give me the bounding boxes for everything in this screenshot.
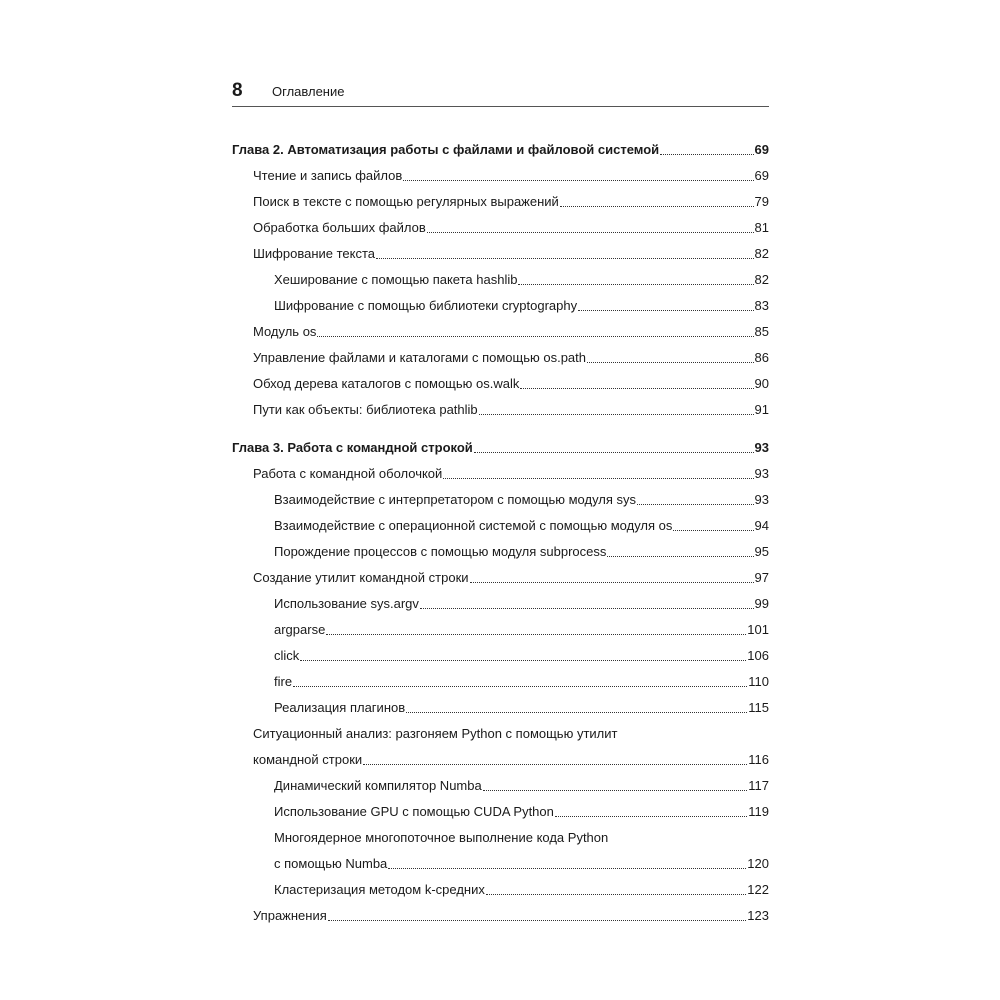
leader-dots: [406, 711, 747, 713]
leader-dots: [293, 685, 747, 687]
toc-page: 81: [754, 220, 769, 235]
toc-page: 101: [747, 622, 769, 637]
toc-entry: [232, 345, 769, 371]
toc-page: 69: [754, 142, 769, 157]
toc-entry: [232, 799, 769, 825]
leader-dots: [518, 283, 753, 285]
leader-dots: [388, 867, 746, 869]
toc-page: 95: [754, 544, 769, 559]
toc-entry: [232, 461, 769, 487]
leader-dots: [420, 607, 754, 609]
chapter-gap: [232, 423, 769, 435]
toc-label: Кластеризация методом k-средних: [274, 882, 485, 897]
toc-page: 83: [754, 298, 769, 313]
leader-dots: [300, 659, 746, 661]
leader-dots: [470, 581, 754, 583]
leader-dots: [479, 413, 754, 415]
toc-page: 79: [754, 194, 769, 209]
toc-entry: [232, 163, 769, 189]
toc-page: 116: [748, 752, 769, 767]
toc-label: Реализация плагинов: [274, 700, 406, 715]
leader-dots: [673, 529, 753, 531]
toc-label: argparse: [274, 622, 326, 637]
leader-dots: [555, 815, 747, 817]
toc-page: 106: [747, 648, 769, 663]
toc-page: 93: [754, 440, 769, 455]
toc-entry: [232, 695, 769, 721]
toc-label-line2: с помощью Numba: [274, 856, 388, 871]
toc-label: Использование GPU с помощью CUDA Python: [274, 804, 554, 819]
toc-entry: [232, 643, 769, 669]
toc-page: 93: [754, 466, 769, 481]
toc-label: Порождение процессов с помощью модуля subprocess: [274, 544, 607, 559]
toc-entry: [232, 565, 769, 591]
toc-entry: [232, 669, 769, 695]
toc-page: 93: [754, 492, 769, 507]
leader-dots: [328, 919, 747, 921]
toc-page: 86: [754, 350, 769, 365]
toc-label: Работа с командной оболочкой: [253, 466, 443, 481]
toc-label: Модуль os: [253, 324, 317, 339]
toc-page: 82: [754, 246, 769, 261]
header-rule: [232, 106, 769, 107]
toc-label: Создание утилит командной строки: [253, 570, 469, 585]
toc-entry: [232, 215, 769, 241]
leader-dots: [403, 179, 753, 181]
leader-dots: [486, 893, 746, 895]
toc-label: Пути как объекты: библиотека pathlib: [253, 402, 478, 417]
running-header: [232, 80, 769, 108]
toc-label-line1: Многоядерное многопоточное выполнение кода Python: [274, 830, 609, 845]
toc-page: 94: [754, 518, 769, 533]
toc-label-line2: командной строки: [253, 752, 363, 767]
toc-entry: [232, 513, 769, 539]
toc-label: Управление файлами и каталогами с помощью os.path: [253, 350, 587, 365]
toc-entry: [232, 825, 769, 877]
toc-page: 99: [754, 596, 769, 611]
toc-entry: [232, 371, 769, 397]
toc-page: 91: [754, 402, 769, 417]
leader-dots: [483, 789, 748, 791]
toc-chapter-title: Глава 3. Работа с командной строкой: [232, 440, 473, 455]
toc-page: 123: [747, 908, 769, 923]
toc-chapter-2: [232, 137, 769, 163]
leader-dots: [363, 763, 747, 765]
toc-label: Обход дерева каталогов с помощью os.walk: [253, 376, 520, 391]
page-number: 8: [232, 80, 243, 101]
leader-dots: [427, 231, 754, 233]
toc-page: 122: [747, 882, 769, 897]
toc-page: 117: [748, 778, 769, 793]
running-title: Оглавление: [272, 84, 345, 99]
toc-label: Шифрование текста: [253, 246, 376, 261]
leader-dots: [376, 257, 754, 259]
toc-page: 82: [754, 272, 769, 287]
toc-label: Шифрование с помощью библиотеки cryptography: [274, 298, 578, 313]
toc-chapter-title: Глава 2. Автоматизация работы с файлами и файловой системой: [232, 142, 660, 157]
toc-label: Динамический компилятор Numba: [274, 778, 482, 793]
toc-entry: [232, 617, 769, 643]
toc-page: 110: [748, 674, 769, 689]
toc-entry-second-line: [253, 747, 769, 773]
toc-entry: [232, 487, 769, 513]
toc-entry: [232, 293, 769, 319]
toc-page: 119: [748, 804, 769, 819]
toc-page: 85: [754, 324, 769, 339]
toc-entry: [232, 721, 769, 773]
leader-dots: [637, 503, 753, 505]
toc-label: Упражнения: [253, 908, 327, 923]
toc-page: 115: [748, 700, 769, 715]
toc-entry: [232, 877, 769, 903]
leader-dots: [326, 633, 746, 635]
toc-label: fire: [274, 674, 293, 689]
toc-entry: [232, 903, 769, 929]
leader-dots: [578, 309, 753, 311]
leader-dots: [520, 387, 753, 389]
toc-entry: [232, 267, 769, 293]
toc-label: Использование sys.argv: [274, 596, 419, 611]
toc-entry: [232, 241, 769, 267]
toc-entry: [232, 591, 769, 617]
toc-entry: [232, 773, 769, 799]
leader-dots: [474, 451, 754, 453]
toc-chapter-3: [232, 435, 769, 461]
leader-dots: [607, 555, 753, 557]
leader-dots: [587, 361, 754, 363]
toc-entry: [232, 319, 769, 345]
toc-label: Чтение и запись файлов: [253, 168, 403, 183]
toc-label: Взаимодействие с интерпретатором с помощью модуля sys: [274, 492, 637, 507]
toc-label-line1: Ситуационный анализ: разгоняем Python с помощью утилит: [253, 726, 618, 741]
toc-label: Обработка больших файлов: [253, 220, 426, 235]
toc-page: 120: [747, 856, 769, 871]
leader-dots: [443, 477, 753, 479]
toc-label: Поиск в тексте с помощью регулярных выражений: [253, 194, 559, 209]
toc-entry: [232, 397, 769, 423]
toc-label: Взаимодействие с операционной системой с помощью модуля os: [274, 518, 673, 533]
toc-label: Хеширование с помощью пакета hashlib: [274, 272, 518, 287]
toc-label: click: [274, 648, 300, 663]
toc-entry: [232, 539, 769, 565]
toc-page: 90: [754, 376, 769, 391]
toc-entry-second-line: [274, 851, 769, 877]
leader-dots: [660, 153, 753, 155]
toc-page: 97: [754, 570, 769, 585]
leader-dots: [560, 205, 754, 207]
toc-page: 69: [754, 168, 769, 183]
toc-entry: [232, 189, 769, 215]
leader-dots: [317, 335, 753, 337]
table-of-contents: [232, 137, 769, 929]
